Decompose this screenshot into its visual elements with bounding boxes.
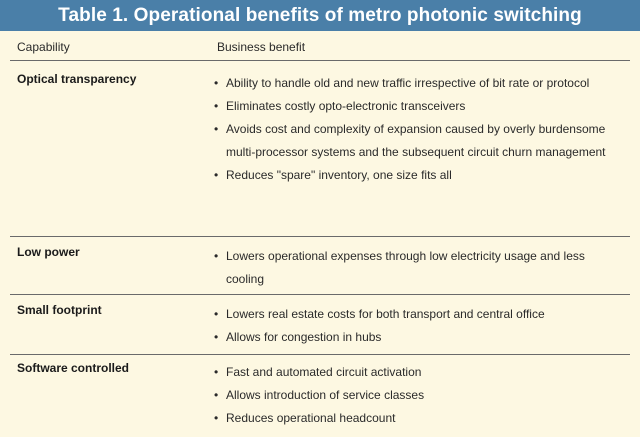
benefit-list — [214, 245, 624, 291]
capability-column-header: Capability — [17, 40, 70, 54]
capability-label: Software controlled — [17, 361, 130, 375]
benefit-item: • Reduces "spare" inventory, one size fits all — [214, 164, 624, 187]
benefit-item: • Reduces operational headcount — [214, 407, 624, 430]
capability-label: Low power — [17, 245, 80, 259]
benefit-item: • Ability to handle old and new traffic irrespective of bit rate or protocol — [214, 72, 624, 95]
table-title: Table 1. Operational benefits of metro photonic switching — [0, 0, 640, 31]
bullet-icon: • — [214, 168, 219, 182]
benefit-list — [214, 303, 624, 349]
benefit-item: • Allows introduction of service classes — [214, 384, 624, 407]
capability-label: Small footprint — [17, 303, 102, 317]
bullet-icon: • — [214, 307, 219, 321]
benefit-item: • Avoids cost and complexity of expansion caused by overly burdensome multi-processor systems and the subsequent circuit churn management — [214, 118, 624, 164]
benefit-item: • Eliminates costly opto-electronic transceivers — [214, 95, 624, 118]
capability-label: Optical transparency — [17, 72, 137, 86]
bullet-icon: • — [214, 330, 219, 344]
bullet-icon: • — [214, 411, 219, 425]
benefit-item: • Allows for congestion in hubs — [214, 326, 624, 349]
benefit-item: • Fast and automated circuit activation — [214, 361, 624, 384]
benefit-column-header: Business benefit — [217, 40, 306, 54]
benefit-item: • Lowers real estate costs for both transport and central office — [214, 303, 624, 326]
benefit-item: • Lowers operational expenses through low electricity usage and less cooling — [214, 245, 624, 291]
bullet-icon: • — [214, 122, 219, 136]
bullet-icon: • — [214, 76, 219, 90]
row-divider — [10, 236, 630, 237]
bullet-icon: • — [214, 99, 219, 113]
bullet-icon: • — [214, 388, 219, 402]
row-divider — [10, 294, 630, 295]
benefit-list — [214, 361, 624, 430]
bullet-icon: • — [214, 365, 219, 379]
header-divider — [10, 60, 630, 61]
row-divider — [10, 354, 630, 355]
benefit-list — [214, 72, 624, 187]
bullet-icon: • — [214, 249, 219, 263]
